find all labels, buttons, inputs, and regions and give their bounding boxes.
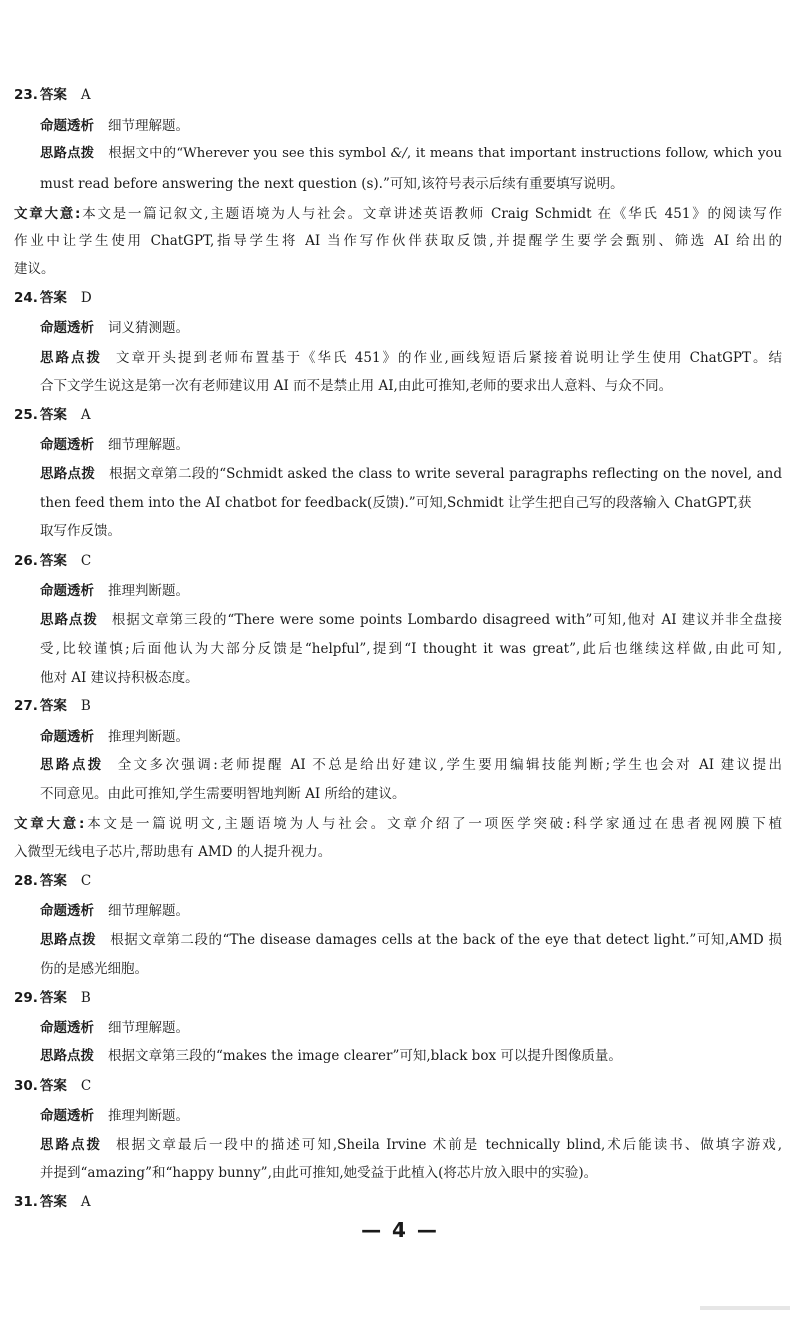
hint-label: 思路点拨 (40, 146, 95, 161)
hint-label: 思路点拨 (40, 932, 97, 948)
analysis-text: 细节理解题。 (108, 903, 189, 919)
answer-label: 答案 (39, 1078, 67, 1094)
question-number: 31. (14, 1194, 38, 1210)
question-25-hint-line-2: then feed them into the AI chatbot for feedback(反馈).”可知,Schmidt 让学生把自己写的段落输入 ChatGPT,获 (40, 495, 752, 511)
answer-label: 答案 (39, 407, 67, 423)
analysis-label: 命题透析 (40, 903, 94, 919)
question-28-analysis (40, 902, 189, 920)
watermark-strip (700, 1306, 790, 1310)
question-30-analysis (40, 1107, 189, 1125)
question-26-hint-line-1 (40, 611, 782, 629)
answer-value: A (80, 87, 91, 103)
summary-1-line-2: 作业中让学生使用 ChatGPT,指导学生将 AI 当作写作伙伴获取反馈,并提醒学生要学会甄别、筛选 AI 给出的 (14, 233, 782, 249)
analysis-label: 命题透析 (40, 320, 94, 336)
question-29-header (14, 989, 91, 1007)
question-25-analysis (40, 436, 189, 454)
summary-text: 本文是一篇说明文,主题语境为人与社会。文章介绍了一项医学突破:科学家通过在患者视网膜下植 (84, 816, 782, 832)
answer-value: C (80, 1078, 92, 1094)
question-29-analysis (40, 1019, 189, 1037)
question-30-hint-line-2: 并提到“amazing”和“happy bunny”,由此可推知,她受益于此植入(将芯片放入眼中的实验)。 (40, 1165, 598, 1181)
page-number: — 4 — (361, 1218, 439, 1242)
analysis-text: 推理判断题。 (108, 729, 189, 745)
question-30-hint-line-1 (40, 1136, 782, 1154)
question-number: 30. (14, 1078, 38, 1094)
analysis-text: 推理判断题。 (108, 583, 189, 599)
analysis-text: 细节理解题。 (108, 1020, 189, 1036)
hint-text: 全文多次强调:老师提醒 AI 不总是给出好建议,学生要用编辑技能判断;学生也会对 AI 建议提出 (117, 757, 783, 773)
analysis-text: 词义猜测题。 (108, 320, 189, 336)
question-number: 28. (14, 873, 38, 889)
answer-label: 答案 (39, 990, 67, 1006)
hint-label: 思路点拨 (40, 350, 102, 366)
question-number: 25. (14, 407, 38, 423)
answer-label: 答案 (39, 87, 67, 103)
analysis-label: 命题透析 (40, 118, 94, 134)
hint-text: 根据文章第三段的“makes the image clearer”可知,black box 可以提升图像质量。 (108, 1048, 622, 1064)
hint-text: 根据文章第二段的“Schmidt asked the class to write several paragraphs reflecting on the novel, and (109, 466, 783, 482)
question-25-hint-line-1 (40, 465, 782, 483)
summary-1-line-3: 建议。 (14, 261, 55, 277)
hint-text: 根据文章最后一段中的描述可知,Sheila Irvine 术前是 technically blind,术后能读书、做填字游戏, (115, 1137, 782, 1153)
analysis-label: 命题透析 (40, 1020, 94, 1036)
question-26-header (14, 552, 91, 570)
question-29-hint-line-1 (40, 1047, 622, 1065)
analysis-text: 推理判断题。 (108, 1108, 189, 1124)
summary-text: 本文是一篇记叙文,主题语境为人与社会。文章讲述英语教师 Craig Schmidt 在《华氏 451》的阅读写作 (80, 206, 782, 222)
question-27-hint-line-2: 不同意见。由此可推知,学生需要明智地判断 AI 所给的建议。 (40, 786, 406, 802)
question-26-analysis (40, 582, 189, 600)
analysis-label: 命题透析 (40, 729, 94, 745)
analysis-label: 命题透析 (40, 437, 94, 453)
analysis-label: 命题透析 (40, 583, 94, 599)
answer-label: 答案 (39, 873, 67, 889)
summary-label: 文章大意: (14, 816, 85, 832)
question-28-hint-line-1 (40, 931, 782, 949)
question-24-analysis (40, 319, 189, 337)
summary-1-line-1 (14, 205, 782, 223)
question-31-header (14, 1193, 91, 1211)
question-number: 23. (14, 87, 38, 103)
answer-label: 答案 (39, 1194, 67, 1210)
answer-value: C (80, 873, 92, 889)
question-25-header (14, 406, 91, 424)
question-24-hint-line-1 (40, 349, 782, 367)
question-number: 24. (14, 290, 38, 306)
hint-label: 思路点拨 (40, 757, 104, 773)
answer-value: A (80, 407, 91, 423)
answer-label: 答案 (39, 698, 67, 714)
instruction-symbol-icon: &∕ (390, 146, 407, 161)
hint-text-a: 根据文中的“Wherever you see this symbol (108, 146, 391, 161)
question-25-hint-line-3: 取写作反馈。 (40, 523, 121, 539)
hint-text: 文章开头提到老师布置基于《华氏 451》的作业,画线短语后紧接着说明让学生使用 ChatGPT。结 (116, 350, 782, 366)
question-23-hint-line-2: must read before answering the next question (s).”可知,该符号表示后续有重要填写说明。 (40, 176, 624, 192)
analysis-text: 细节理解题。 (108, 118, 189, 134)
question-number: 29. (14, 990, 38, 1006)
answer-label: 答案 (39, 553, 67, 569)
hint-text: 根据文章第二段的“The disease damages cells at the back of the eye that detect light.”可知,AMD 损 (110, 932, 782, 948)
question-26-hint-line-3: 他对 AI 建议持积极态度。 (40, 670, 199, 686)
question-28-header (14, 872, 91, 890)
analysis-text: 细节理解题。 (108, 437, 189, 453)
question-27-analysis (40, 728, 189, 746)
question-24-header (14, 289, 92, 307)
question-30-header (14, 1077, 91, 1095)
question-26-hint-line-2: 受,比较谨慎;后面他认为大部分反馈是“helpful”,提到“I thought it was great”,此后也继续这样做,由此可知, (40, 641, 782, 657)
hint-text: 根据文章第三段的“There were some points Lombardo disagreed with”可知,他对 AI 建议并非全盘接 (111, 612, 783, 628)
question-number: 27. (14, 698, 38, 714)
summary-label: 文章大意: (14, 206, 81, 222)
question-number: 26. (14, 553, 38, 569)
answer-value: D (80, 290, 92, 306)
answer-value: B (80, 698, 91, 714)
hint-label: 思路点拨 (40, 1137, 102, 1153)
hint-label: 思路点拨 (40, 1048, 94, 1064)
summary-2-line-1 (14, 815, 782, 833)
hint-label: 思路点拨 (40, 466, 96, 482)
hint-text-b: , it means that important instructions follow, which you (406, 146, 782, 161)
question-28-hint-line-2: 伤的是感光细胞。 (40, 961, 148, 977)
question-27-hint-line-1 (40, 756, 782, 774)
question-23-header (14, 86, 91, 104)
question-23-analysis (40, 117, 189, 135)
question-27-header (14, 697, 91, 715)
summary-2-line-2: 入微型无线电子芯片,帮助患有 AMD 的人提升视力。 (14, 844, 332, 860)
hint-label: 思路点拨 (40, 612, 98, 628)
analysis-label: 命题透析 (40, 1108, 94, 1124)
answer-value: C (80, 553, 92, 569)
question-24-hint-line-2: 合下文学生说这是第一次有老师建议用 AI 而不是禁止用 AI,由此可推知,老师的要求出人意料、与众不同。 (40, 378, 673, 394)
question-23-hint-line-1 (40, 145, 782, 163)
answer-value: A (80, 1194, 91, 1210)
answer-value: B (80, 990, 91, 1006)
answer-label: 答案 (39, 290, 67, 306)
